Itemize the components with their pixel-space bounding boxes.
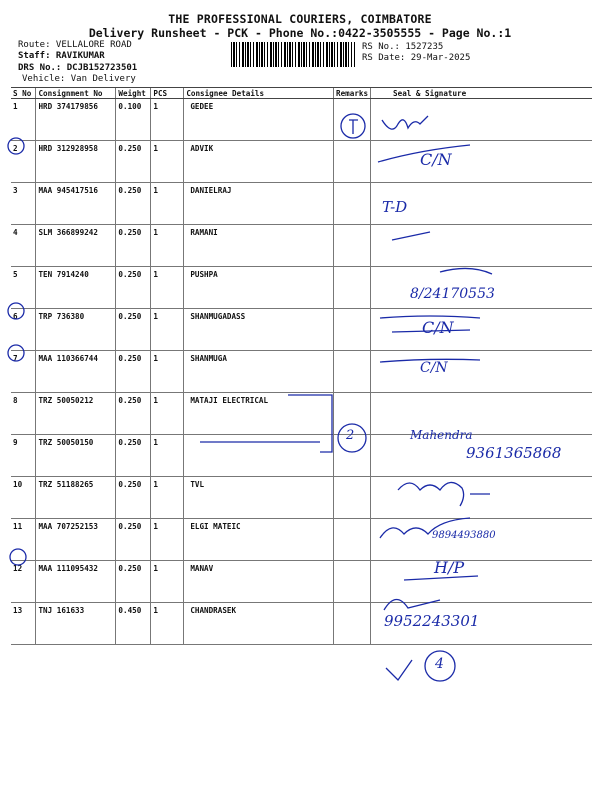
cell-remarks — [334, 561, 371, 603]
cell-consignment: HRD 374179856 — [36, 99, 116, 141]
row-2-note: C/N — [420, 150, 452, 169]
cell-weight: 0.250 — [116, 225, 151, 267]
cell-sno: 2 — [11, 141, 36, 183]
route-label: Route: VELLALORE ROAD — [18, 40, 132, 50]
cell-pcs: 1 — [151, 393, 184, 435]
cell-weight: 0.250 — [116, 435, 151, 477]
col-pcs: PCS — [151, 88, 184, 99]
cell-weight: 0.250 — [116, 309, 151, 351]
table-row — [11, 477, 592, 519]
cell-signature — [371, 351, 592, 393]
cell-consignee: SHANMUGADASS — [184, 309, 334, 351]
cell-signature — [371, 141, 592, 183]
cell-pcs: 1 — [151, 519, 184, 561]
cell-weight: 0.250 — [116, 477, 151, 519]
cell-signature — [371, 477, 592, 519]
row-5-note: 8/24170553 — [410, 286, 495, 302]
cell-pcs: 1 — [151, 225, 184, 267]
cell-sno: 12 — [11, 561, 36, 603]
cell-weight: 0.250 — [116, 141, 151, 183]
cell-consignment: HRD 312928958 — [36, 141, 116, 183]
cell-consignee: RAMANI — [184, 225, 334, 267]
cell-remarks — [334, 225, 371, 267]
cell-consignment: TRZ 50050150 — [36, 435, 116, 477]
rs-number: RS No.: 1527235 — [362, 42, 444, 52]
col-seal-signature: Seal & Signature — [371, 88, 592, 99]
cell-remarks — [334, 183, 371, 225]
row-6-note: C/N — [422, 318, 454, 337]
table-row — [11, 393, 592, 435]
cell-signature — [371, 393, 592, 435]
table-row — [11, 225, 592, 267]
table-row — [11, 99, 592, 141]
cell-signature — [371, 309, 592, 351]
cell-consignment: SLM 366899242 — [36, 225, 116, 267]
row-11-phone: 9894493880 — [432, 530, 496, 541]
cell-pcs: 1 — [151, 309, 184, 351]
col-sno: S No — [11, 88, 36, 99]
cell-pcs: 1 — [151, 603, 184, 645]
cell-consignment: TRZ 51188265 — [36, 477, 116, 519]
row-9-name: Mahendra — [410, 428, 473, 442]
cell-consignee: ELGI MATEIC — [184, 519, 334, 561]
row-12-note: H/P — [434, 558, 465, 577]
cell-remarks — [334, 477, 371, 519]
cell-weight: 0.250 — [116, 183, 151, 225]
cell-weight: 0.250 — [116, 561, 151, 603]
table-row — [11, 267, 592, 309]
cell-consignment: MAA 110366744 — [36, 351, 116, 393]
table-row — [11, 309, 592, 351]
cell-weight: 0.250 — [116, 519, 151, 561]
runsheet-title: Delivery Runsheet - PCK - Phone No.:0422-3505555 - Page No.:1 — [88, 26, 512, 40]
cell-remarks — [334, 351, 371, 393]
row-13-phone: 9952243301 — [384, 612, 480, 630]
col-remarks: Remarks — [334, 88, 371, 99]
cell-sno: 9 — [11, 435, 36, 477]
cell-weight: 0.250 — [116, 393, 151, 435]
cell-sno: 6 — [11, 309, 36, 351]
cell-consignee: CHANDRASEK — [184, 603, 334, 645]
row-4-note: T-D — [382, 198, 408, 216]
cell-consignee: DANIELRAJ — [184, 183, 334, 225]
cell-sno: 13 — [11, 603, 36, 645]
table-row — [11, 183, 592, 225]
cell-consignee — [184, 435, 334, 477]
cell-consignee: MATAJI ELECTRICAL — [184, 393, 334, 435]
runsheet-table — [11, 87, 592, 645]
cell-signature — [371, 561, 592, 603]
cell-weight: 0.100 — [116, 99, 151, 141]
col-consignee: Consignee Details — [184, 88, 334, 99]
row-9-mark: 2 — [346, 428, 355, 443]
cell-sno: 4 — [11, 225, 36, 267]
cell-consignee: ADVIK — [184, 141, 334, 183]
cell-remarks — [334, 603, 371, 645]
cell-remarks — [334, 141, 371, 183]
cell-pcs: 1 — [151, 351, 184, 393]
company-title: THE PROFESSIONAL COURIERS, COIMBATORE — [168, 12, 432, 26]
cell-sno: 8 — [11, 393, 36, 435]
cell-consignment: TRP 736380 — [36, 309, 116, 351]
cell-sno: 1 — [11, 99, 36, 141]
cell-weight: 0.250 — [116, 351, 151, 393]
cell-consignment: TRZ 50050212 — [36, 393, 116, 435]
cell-pcs: 1 — [151, 99, 184, 141]
cell-consignment: MAA 945417516 — [36, 183, 116, 225]
table-row — [11, 351, 592, 393]
cell-remarks — [334, 267, 371, 309]
cell-consignee: TVL — [184, 477, 334, 519]
staff-label: Staff: RAVIKUMAR — [18, 51, 105, 61]
cell-consignment: MAA 707252153 — [36, 519, 116, 561]
cell-pcs: 1 — [151, 477, 184, 519]
cell-sno: 10 — [11, 477, 36, 519]
row-7-note: C/N — [420, 360, 448, 376]
barcode — [231, 42, 355, 67]
table-row — [11, 519, 592, 561]
cell-sno: 7 — [11, 351, 36, 393]
bottom-count: 4 — [435, 656, 444, 672]
cell-consignee: PUSHPA — [184, 267, 334, 309]
row-9-phone: 9361365868 — [466, 444, 562, 462]
cell-remarks — [334, 99, 371, 141]
table-row — [11, 141, 592, 183]
cell-consignee: SHANMUGA — [184, 351, 334, 393]
cell-consignment: MAA 111095432 — [36, 561, 116, 603]
cell-consignment: TNJ 161633 — [36, 603, 116, 645]
cell-pcs: 1 — [151, 183, 184, 225]
cell-remarks — [334, 309, 371, 351]
cell-weight: 0.450 — [116, 603, 151, 645]
cell-pcs: 1 — [151, 435, 184, 477]
table-header-row — [11, 88, 592, 99]
cell-signature — [371, 225, 592, 267]
col-consignment: Consignment No — [36, 88, 116, 99]
drs-number: DRS No.: DCJB152723501 — [18, 63, 138, 73]
cell-pcs: 1 — [151, 561, 184, 603]
cell-remarks — [334, 519, 371, 561]
rs-date: RS Date: 29-Mar-2025 — [362, 53, 471, 63]
cell-signature — [371, 99, 592, 141]
table-row — [11, 561, 592, 603]
cell-weight: 0.250 — [116, 267, 151, 309]
cell-consignment: TEN 7914240 — [36, 267, 116, 309]
cell-sno: 5 — [11, 267, 36, 309]
table-row — [11, 603, 592, 645]
cell-consignee: MANAV — [184, 561, 334, 603]
cell-sno: 3 — [11, 183, 36, 225]
vehicle-label: Vehicle: Van Delivery — [22, 74, 136, 84]
cell-pcs: 1 — [151, 141, 184, 183]
cell-consignee: GEDEE — [184, 99, 334, 141]
cell-sno: 11 — [11, 519, 36, 561]
cell-pcs: 1 — [151, 267, 184, 309]
col-weight: Weight — [116, 88, 151, 99]
